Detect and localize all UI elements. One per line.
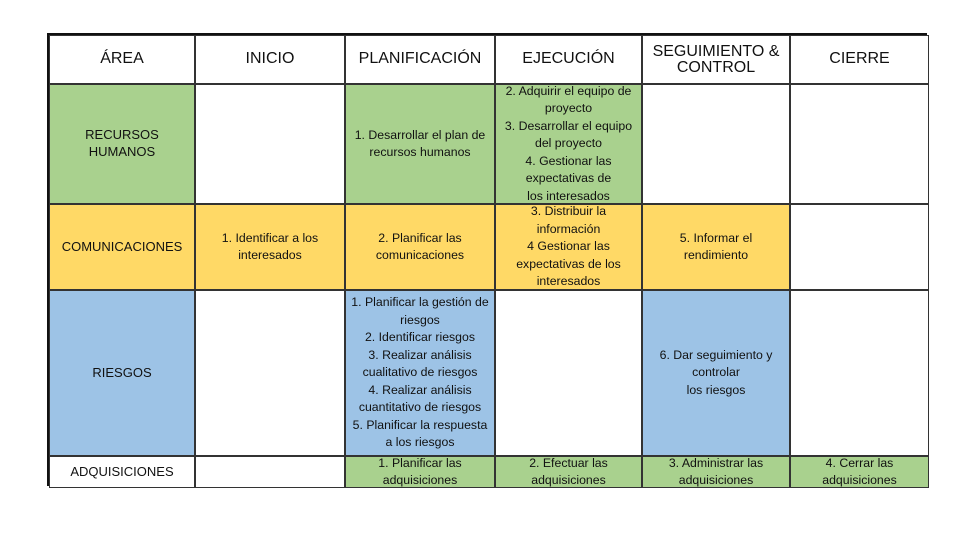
area-riesgos: RIESGOS (49, 290, 195, 456)
area-adquisiciones: ADQUISICIONES (49, 456, 195, 488)
cell-adquisiciones-cierre: 4. Cerrar las adquisiciones (790, 456, 929, 488)
header-ejecucion: EJECUCIÓN (495, 35, 642, 84)
header-inicio: INICIO (195, 35, 345, 84)
cell-recursos-inicio (195, 84, 345, 204)
cell-riesgos-seguimiento: 6. Dar seguimiento y controlar los riesgos (642, 290, 790, 456)
header-planificacion: PLANIFICACIÓN (345, 35, 495, 84)
cell-comunicaciones-seguimiento: 5. Informar el rendimiento (642, 204, 790, 290)
area-recursos-humanos: RECURSOS HUMANOS (49, 84, 195, 204)
cell-riesgos-ejecucion (495, 290, 642, 456)
header-area: ÁREA (49, 35, 195, 84)
header-cierre: CIERRE (790, 35, 929, 84)
cell-adquisiciones-inicio (195, 456, 345, 488)
cell-adquisiciones-planificacion: 1. Planificar las adquisiciones (345, 456, 495, 488)
cell-comunicaciones-planificacion: 2. Planificar las comunicaciones (345, 204, 495, 290)
header-seguimiento-control: SEGUIMIENTO & CONTROL (642, 35, 790, 84)
cell-adquisiciones-ejecucion: 2. Efectuar las adquisiciones (495, 456, 642, 488)
cell-riesgos-planificacion: 1. Planificar la gestión de riesgos 2. Identificar riesgos 3. Realizar análisis cualitativo de riesgos 4. Realizar análisis cuantitativo de riesgos 5. Planificar la respuesta a los riesgos (345, 290, 495, 456)
cell-recursos-cierre (790, 84, 929, 204)
cell-adquisiciones-seguimiento: 3. Administrar las adquisiciones (642, 456, 790, 488)
cell-comunicaciones-cierre (790, 204, 929, 290)
cell-comunicaciones-ejecucion: 3. Distribuir la información 4 Gestionar las expectativas de los interesados (495, 204, 642, 290)
cell-comunicaciones-inicio: 1. Identificar a los interesados (195, 204, 345, 290)
process-area-matrix (47, 33, 927, 486)
cell-riesgos-cierre (790, 290, 929, 456)
cell-riesgos-inicio (195, 290, 345, 456)
cell-recursos-seguimiento (642, 84, 790, 204)
cell-recursos-ejecucion: 2. Adquirir el equipo de proyecto 3. Desarrollar el equipo del proyecto 4. Gestionar las expectativas de los interesados (495, 84, 642, 204)
area-comunicaciones: COMUNICACIONES (49, 204, 195, 290)
cell-recursos-planificacion: 1. Desarrollar el plan de recursos humanos (345, 84, 495, 204)
